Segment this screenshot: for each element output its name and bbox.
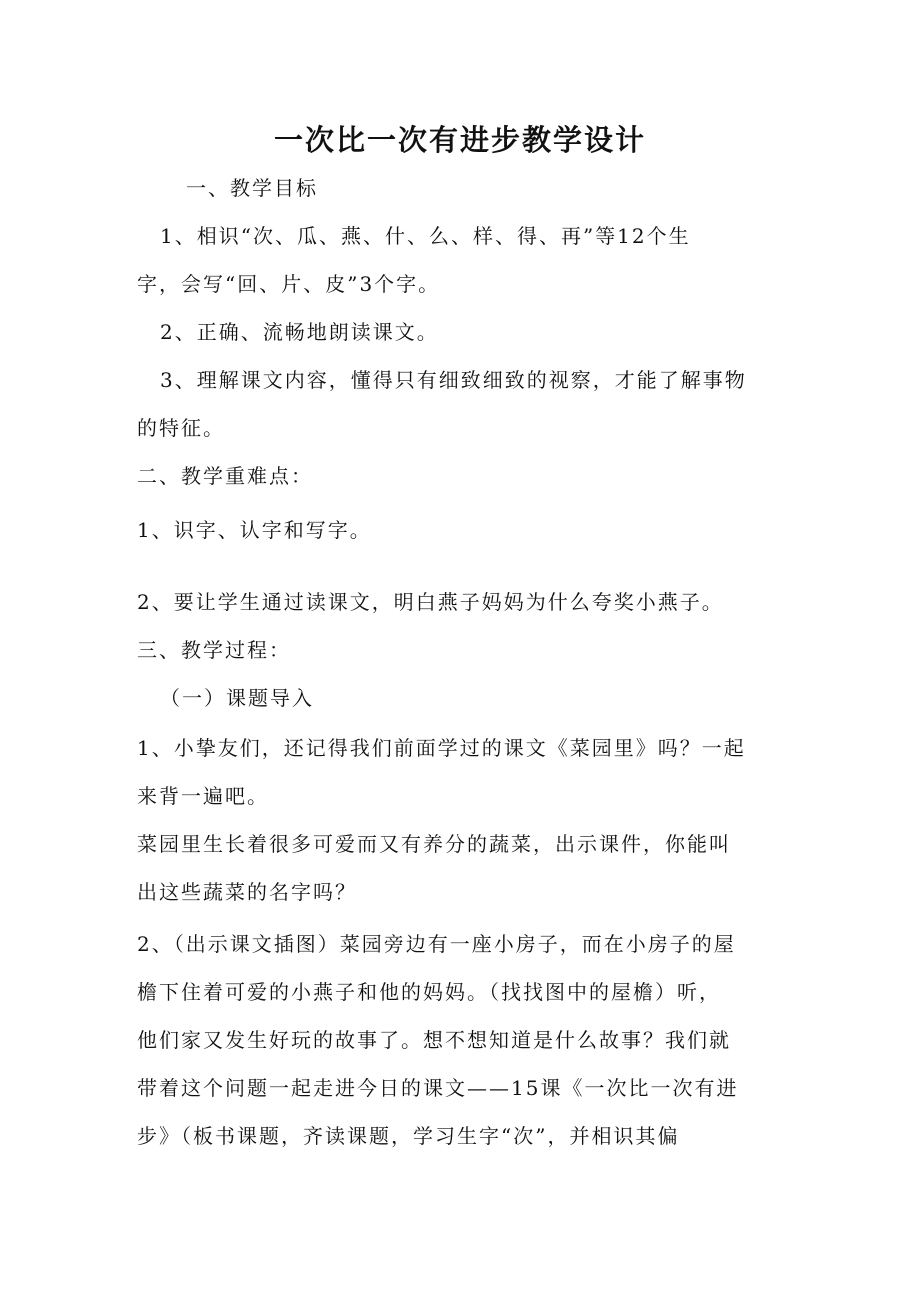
paragraph-line: 步》（板书课题，齐读课题，学习生字“次”，并相识其偏 (137, 1124, 680, 1148)
paragraph-line: 他们家又发生好玩的故事了。想不想知道是什么故事？我们就 (137, 1028, 731, 1052)
paragraph-line: 带着这个问题一起走进今日的课文——15课《一次比一次有进 (137, 1076, 739, 1100)
paragraph-line: 1、小挚友们，还记得我们前面学过的课文《菜园里》吗？一起 (137, 736, 746, 760)
paragraph-line: 1、识字、认字和写字。 (137, 518, 372, 542)
section-heading-process: 三、教学过程： (137, 638, 291, 662)
paragraph-line: 的特征。 (137, 416, 225, 440)
paragraph-line: 2、（出示课文插图）菜园旁边有一座小房子，而在小房子的屋 (137, 932, 736, 956)
paragraph-line: 字，会写“回、片、皮”3个字。 (137, 272, 441, 296)
paragraph-line: 来背一遍吧。 (137, 784, 269, 808)
paragraph-line: 檐下住着可爱的小燕子和他的妈妈。（找找图中的屋檐）听， (137, 980, 721, 1004)
paragraph-line: 1、相识“次、瓜、燕、什、么、样、得、再”等12个生 (160, 224, 691, 248)
document-title: 一次比一次有进步教学设计 (273, 123, 646, 157)
paragraph-line: 出这些蔬菜的名字吗？ (137, 880, 357, 904)
paragraph-line: 2、正确、流畅地朗读课文。 (160, 320, 439, 344)
paragraph-line: 3、理解课文内容，懂得只有细致细致的视察，才能了解事物 (160, 368, 747, 392)
section-heading-key-points: 二、教学重难点： (137, 464, 313, 488)
section-heading-objectives: 一、教学目标 (186, 176, 318, 200)
paragraph-line: 2、要让学生通过读课文，明白燕子妈妈为什么夸奖小燕子。 (137, 590, 724, 614)
subsection-heading: （一）课题导入 (160, 686, 314, 710)
paragraph-line: 菜园里生长着很多可爱而又有养分的蔬菜，出示课件，你能叫 (137, 832, 731, 856)
